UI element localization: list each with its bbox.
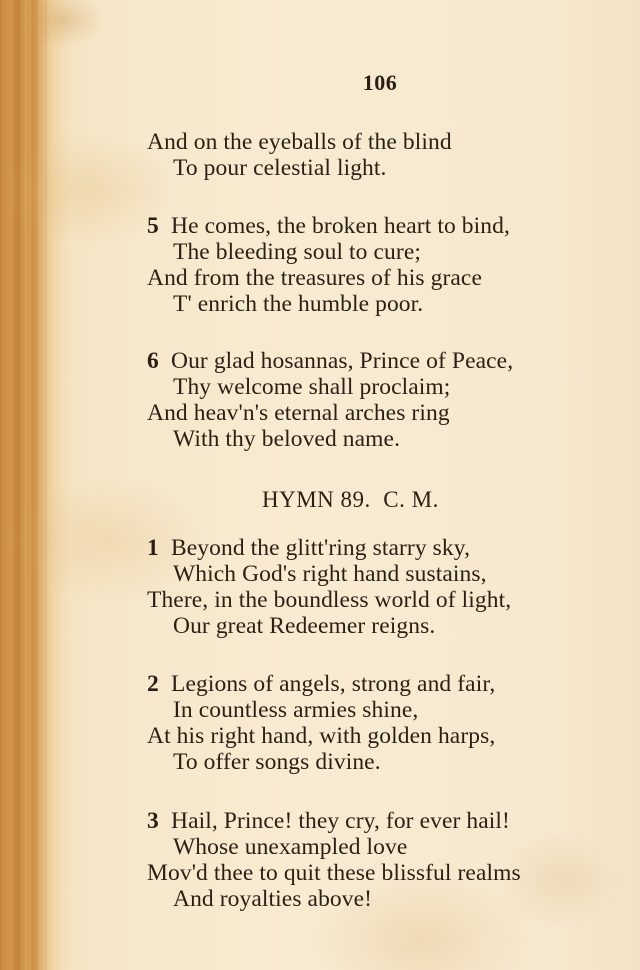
verse-first-line bbox=[147, 348, 513, 374]
verse-line: The bleeding soul to cure; bbox=[173, 239, 421, 265]
verse-number: 5 bbox=[147, 213, 159, 239]
verse-line: With thy beloved name. bbox=[173, 426, 401, 452]
verse-line: Thy welcome shall proclaim; bbox=[173, 374, 451, 400]
verse-number: 2 bbox=[147, 671, 159, 697]
page-edge-stain bbox=[0, 0, 48, 970]
verse-line: And on the eyeballs of the blind bbox=[147, 129, 452, 155]
verse-line: To offer songs divine. bbox=[173, 749, 381, 775]
verse-line: To pour celestial light. bbox=[173, 155, 387, 181]
verse-line: And from the treasures of his grace bbox=[147, 265, 482, 291]
verse-line: In countless armies shine, bbox=[173, 697, 419, 723]
verse-number: 1 bbox=[147, 535, 159, 561]
verse-line: Our great Redeemer reigns. bbox=[173, 613, 436, 639]
verse-line: At his right hand, with golden harps, bbox=[147, 723, 496, 749]
verse-line-text: Our glad hosannas, Prince of Peace, bbox=[171, 348, 514, 374]
verse-line-text: Hail, Prince! they cry, for ever hail! bbox=[171, 808, 510, 834]
page-number: 106 bbox=[362, 70, 398, 95]
verse-line: Which God's right hand sustains, bbox=[173, 561, 487, 587]
hymn-meter: C. M. bbox=[383, 487, 439, 512]
verse-first-line bbox=[147, 671, 495, 697]
verse-first-line bbox=[147, 535, 470, 561]
verse-line-text: He comes, the broken heart to bind, bbox=[171, 213, 510, 239]
verse-line: There, in the boundless world of light, bbox=[147, 587, 512, 613]
hymn-heading bbox=[262, 487, 439, 513]
verse-line: T' enrich the humble poor. bbox=[173, 291, 424, 317]
verse-line-text: Beyond the glitt'ring starry sky, bbox=[171, 535, 471, 561]
hymn-title: HYMN 89. bbox=[262, 487, 371, 512]
verse-line: And royalties above! bbox=[173, 886, 373, 912]
verse-line-text: Legions of angels, strong and fair, bbox=[171, 671, 496, 697]
verse-first-line bbox=[147, 808, 510, 834]
verse-number: 6 bbox=[147, 348, 159, 374]
verse-line: And heav'n's eternal arches ring bbox=[147, 400, 450, 426]
verse-line: Mov'd thee to quit these blissful realms bbox=[147, 860, 521, 886]
verse-number: 3 bbox=[147, 808, 159, 834]
verse-first-line bbox=[147, 213, 510, 239]
verse-line: Whose unexampled love bbox=[173, 834, 408, 860]
